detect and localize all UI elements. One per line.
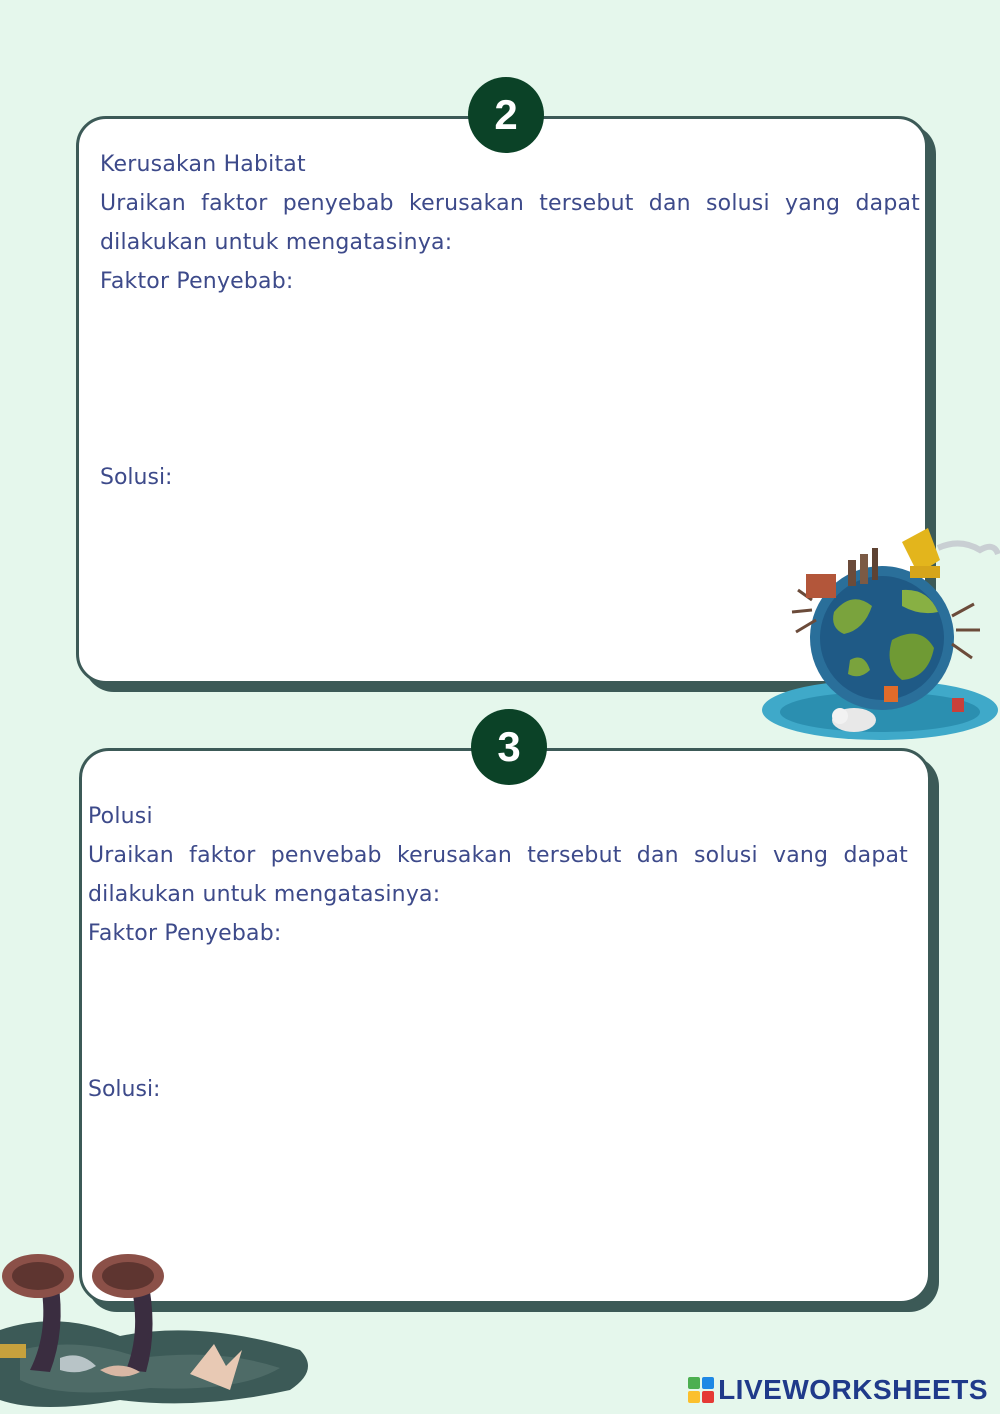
section-3-content <box>88 797 908 953</box>
liveworksheets-brand <box>688 1373 988 1407</box>
polluted-earth-illustration <box>752 520 1000 750</box>
polluted-drain-illustration <box>0 1240 320 1414</box>
section-3-solution-label: Solusi: <box>88 1077 161 1102</box>
section-2-title: Kerusakan Habitat <box>100 152 306 177</box>
liveworksheets-wordmark: LIVEWORKSHEETS <box>718 1374 988 1405</box>
section-2-solution-label: Solusi: <box>100 465 173 490</box>
section-2-factor-label: Faktor Penyebab: <box>100 269 294 294</box>
section-2-instruction-line-1: Uraikan faktor penyebab kerusakan tersebut dan solusi yang dapat <box>100 191 920 216</box>
section-2-instruction-line-2: dilakukan untuk mengatasinya: <box>100 230 453 255</box>
section-2-content <box>100 145 920 301</box>
section-2-number-badge: 2 <box>468 77 544 153</box>
liveworksheets-logo-icon <box>688 1377 714 1403</box>
section-3-factor-label: Faktor Penyebab: <box>88 921 282 946</box>
section-3-instruction-line-1: Uraikan faktor penvebab kerusakan tersebut dan solusi vang dapat <box>88 843 908 868</box>
section-3-title: Polusi <box>88 804 153 829</box>
section-3-instruction-line-2: dilakukan untuk mengatasinya: <box>88 882 441 907</box>
section-3-number-badge: 3 <box>471 709 547 785</box>
